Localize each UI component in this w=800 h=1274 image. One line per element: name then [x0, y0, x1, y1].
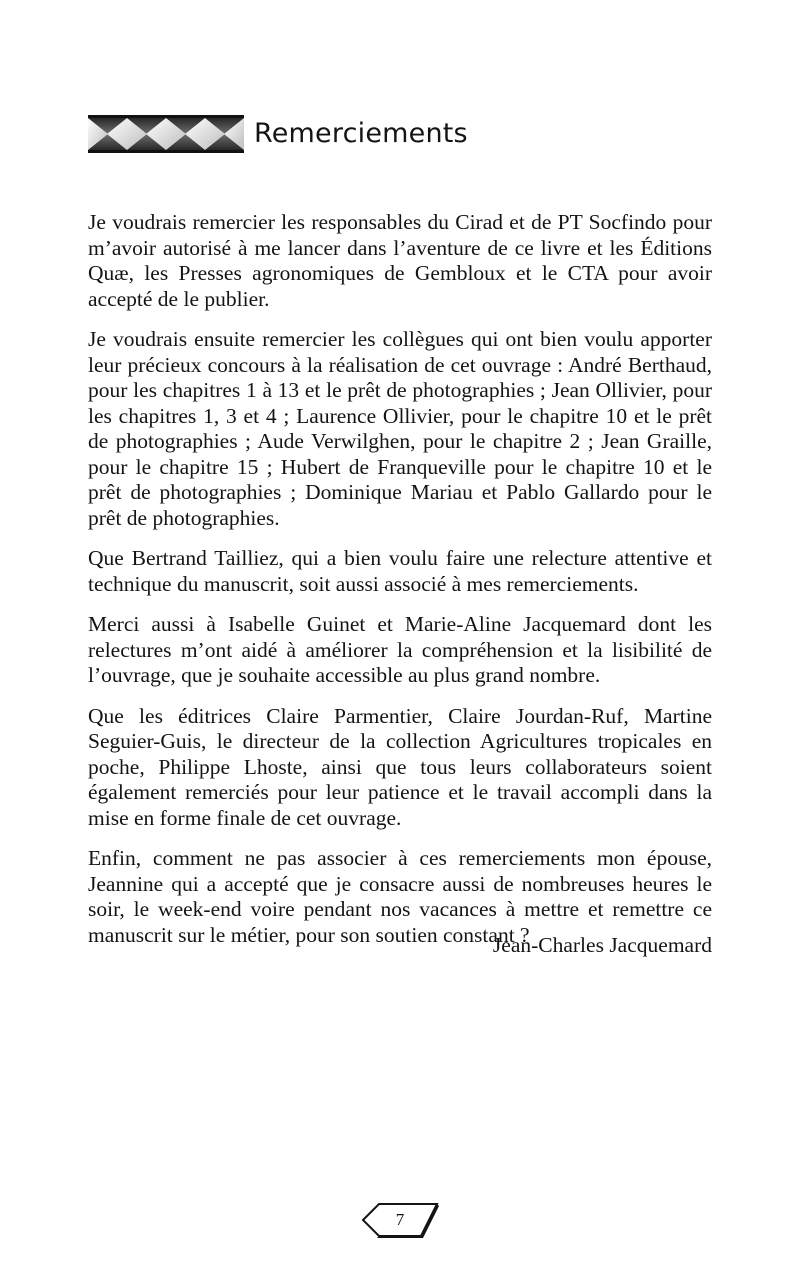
paragraph: Je voudrais ensuite remercier les collègues qui ont bien voulu apporter leur précieux concours à la réalisation de cet ouvrage : André Berthaud, pour les chapitres 1 à 13 et le prêt de photographies ; Jean Ollivier, pour les chapitres 1, 3 et 4 ; Laurence Ollivier, pour le chapitre 10 et le prêt de photographies ; Aude Verwilghen, pour le chapitre 2 ; Jean Graille, pour le chapitre 15 ; Hubert de Franqueville pour le chapitre 10 et le prêt de photographies ; Dominique Mariau et Pablo Gallardo pour le prêt de photographies.	[88, 327, 712, 530]
page-title: Remerciements	[254, 118, 468, 149]
paragraph: Enfin, comment ne pas associer à ces remerciements mon épouse, Jeannine qui a accepté que je consacre aussi de nombreuses heures le soir, le week-end voire pendant nos vacances à mettre et remettre ce manuscrit sur le métier, pour son soutien constant ?	[88, 846, 712, 947]
diamond-band-icon	[88, 115, 244, 153]
acknowledgements-body	[88, 210, 712, 963]
paragraph: Que les éditrices Claire Parmentier, Claire Jourdan-Ruf, Martine Seguier-Guis, le directeur de la collection Agricultures tropicales en poche, Philippe Lhoste, ainsi que tous leurs collaborateurs soient également remerciés pour leur patience et le travail accompli dans la mise en forme finale de cet ouvrage.	[88, 703, 712, 830]
author-signature: Jean-Charles Jacquemard	[492, 933, 712, 957]
page-number-badge	[361, 1200, 439, 1240]
page-number: 7	[395, 1210, 405, 1229]
chapter-header	[88, 112, 468, 156]
paragraph: Je voudrais remercier les responsables du Cirad et de PT Socfindo pour m’avoir autorisé à me lancer dans l’aventure de ce livre et les Éditions Quæ, les Presses agronomiques de Gembloux et le CTA pour avoir accepté de le publier.	[88, 210, 712, 311]
paragraph: Que Bertrand Tailliez, qui a bien voulu faire une relecture attentive et technique du manuscrit, soit aussi associé à mes remerciements.	[88, 546, 712, 596]
paragraph: Merci aussi à Isabelle Guinet et Marie-Aline Jacquemard dont les relectures m’ont aidé à améliorer la compréhension et la lisibilité de l’ouvrage, que je souhaite accessible au plus grand nombre.	[88, 612, 712, 687]
